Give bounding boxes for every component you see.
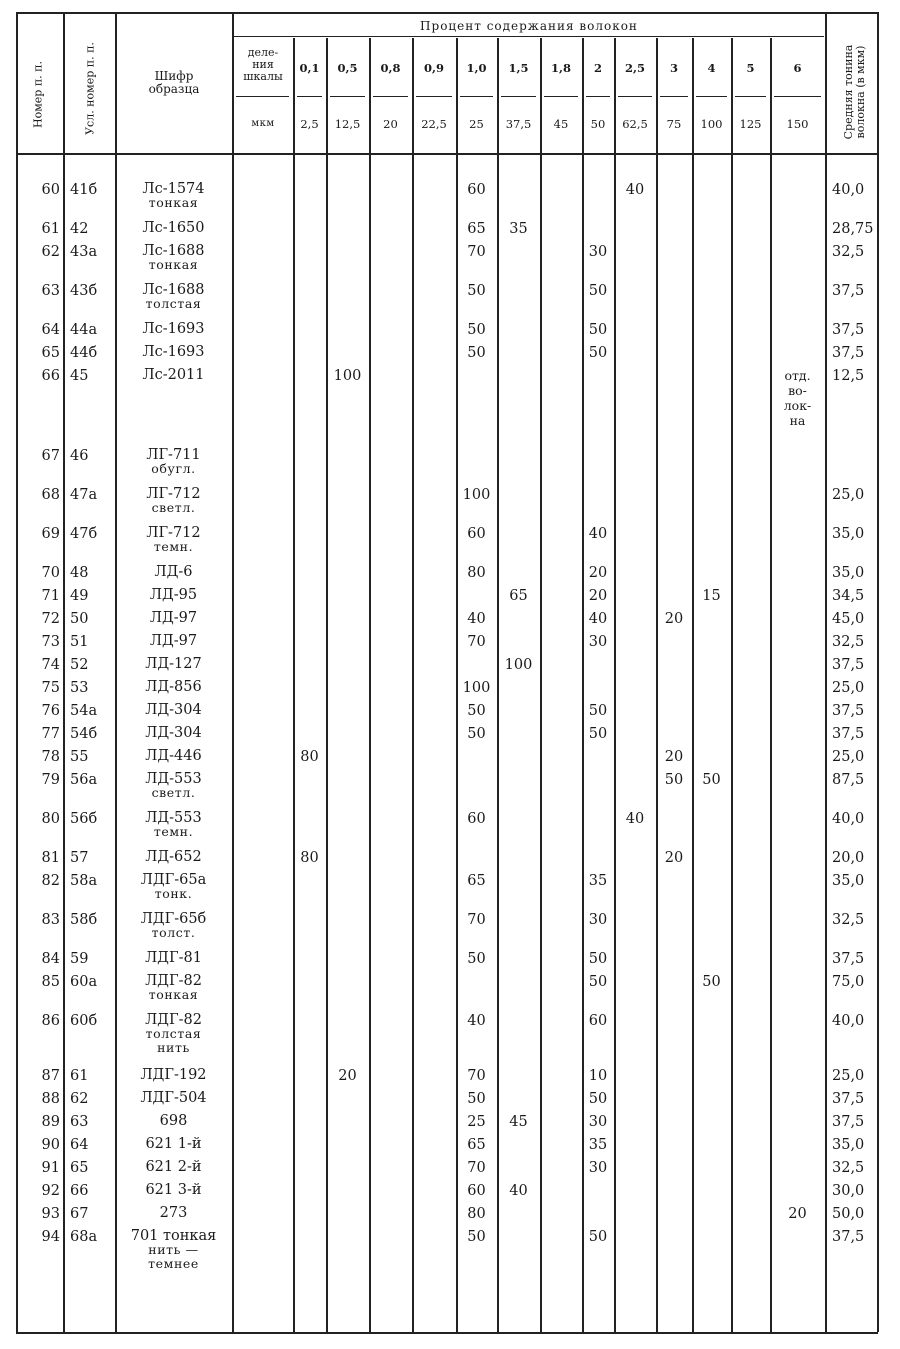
row-number: 87 bbox=[41, 1068, 60, 1084]
cond-number: 50 bbox=[70, 611, 89, 627]
group-underline bbox=[234, 36, 824, 37]
row-number: 63 bbox=[41, 283, 60, 299]
percent-cell: 50 bbox=[467, 345, 486, 361]
header-scale-label: деле- ния шкалы bbox=[243, 46, 283, 83]
column-rule bbox=[456, 38, 458, 1332]
percent-cell: 50 bbox=[588, 322, 608, 338]
cond-number: 66 bbox=[70, 1183, 89, 1199]
avg-fineness: 45,0 bbox=[832, 611, 865, 627]
header-bottom-rule bbox=[16, 153, 878, 155]
sample-code-note: толстая нить bbox=[145, 1026, 202, 1055]
row-number: 77 bbox=[41, 726, 60, 742]
percent-cell: 70 bbox=[467, 634, 486, 650]
percent-cell: 10 bbox=[588, 1068, 608, 1084]
sample-code-note: темн. bbox=[153, 539, 194, 554]
mkm-value-label: 62,5 bbox=[622, 117, 648, 131]
sample-code: ЛДГ-192 bbox=[140, 1067, 207, 1083]
cond-number: 51 bbox=[70, 634, 89, 650]
avg-fineness: 32,5 bbox=[832, 634, 865, 650]
cond-number: 59 bbox=[70, 951, 89, 967]
column-rule bbox=[115, 12, 117, 1332]
mkm-value-label: 22,5 bbox=[421, 117, 447, 131]
row-number: 92 bbox=[41, 1183, 60, 1199]
avg-fineness: 34,5 bbox=[832, 588, 865, 604]
column-rule bbox=[877, 12, 879, 1332]
percent-cell: 35 bbox=[588, 1137, 608, 1153]
percent-cell: 20 bbox=[588, 565, 608, 581]
header-row-number: Номер п. п. bbox=[31, 61, 45, 128]
sample-code-note: толст. bbox=[151, 925, 196, 940]
scale-division-label: 0,8 bbox=[380, 61, 401, 75]
mkm-value-label: 150 bbox=[786, 117, 809, 131]
cond-number: 67 bbox=[70, 1206, 89, 1222]
avg-fineness: 35,0 bbox=[832, 1137, 865, 1153]
percent-cell: 50 bbox=[467, 283, 486, 299]
row-number: 64 bbox=[41, 322, 60, 338]
percent-cell: 50 bbox=[467, 322, 486, 338]
avg-fineness: 37,5 bbox=[832, 283, 865, 299]
percent-cell: 50 bbox=[467, 1229, 486, 1245]
percent-cell: 50 bbox=[467, 951, 486, 967]
sample-code: 273 bbox=[159, 1205, 188, 1221]
percent-cell: 60 bbox=[467, 811, 486, 827]
percent-cell: 30 bbox=[588, 912, 608, 928]
scale-divider bbox=[330, 96, 365, 97]
sample-code-note: темн. bbox=[153, 824, 194, 839]
row-number: 67 bbox=[41, 448, 60, 464]
percent-cell: 40 bbox=[625, 182, 645, 198]
mkm-value-label: 125 bbox=[739, 117, 762, 131]
cond-number: 52 bbox=[70, 657, 89, 673]
avg-fineness: 12,5 bbox=[832, 368, 865, 384]
sample-code: Лс-1693 bbox=[142, 344, 205, 360]
cond-number: 60а bbox=[70, 974, 98, 990]
avg-fineness: 75,0 bbox=[832, 974, 865, 990]
scale-division-label: 3 bbox=[669, 61, 678, 75]
column-rule bbox=[326, 38, 328, 1332]
percent-cell: 60 bbox=[467, 526, 486, 542]
sample-code: Лс-1688 толстая bbox=[115, 283, 232, 311]
avg-fineness: 32,5 bbox=[832, 912, 865, 928]
row-number: 66 bbox=[41, 368, 60, 384]
percent-cell: 50 bbox=[467, 1091, 486, 1107]
column-rule bbox=[63, 12, 65, 1332]
avg-fineness: 35,0 bbox=[832, 565, 865, 581]
row-number: 74 bbox=[41, 657, 60, 673]
cond-number: 65 bbox=[70, 1160, 89, 1176]
avg-fineness: 37,5 bbox=[832, 322, 865, 338]
scale-division-label: 1,0 bbox=[466, 61, 487, 75]
scale-divider bbox=[236, 96, 289, 97]
cond-number: 63 bbox=[70, 1114, 89, 1130]
scale-divider bbox=[660, 96, 688, 97]
cond-number: 55 bbox=[70, 749, 89, 765]
percent-cell: 60 bbox=[467, 182, 486, 198]
avg-fineness: 40,0 bbox=[832, 811, 865, 827]
avg-fineness: 50,0 bbox=[832, 1206, 865, 1222]
cond-number: 44а bbox=[70, 322, 98, 338]
cond-number: 60б bbox=[70, 1013, 98, 1029]
column-rule bbox=[731, 38, 733, 1332]
sample-code-note: толстая bbox=[145, 296, 202, 311]
scale-divider bbox=[544, 96, 578, 97]
cond-number: 47а bbox=[70, 487, 98, 503]
avg-fineness: 40,0 bbox=[832, 182, 865, 198]
cond-number: 43а bbox=[70, 244, 98, 260]
percent-cell: 70 bbox=[467, 1160, 486, 1176]
avg-fineness: 30,0 bbox=[832, 1183, 865, 1199]
percent-cell: 40 bbox=[467, 611, 486, 627]
avg-fineness: 37,5 bbox=[832, 726, 865, 742]
column-rule bbox=[540, 38, 542, 1332]
mkm-value-label: 37,5 bbox=[505, 117, 532, 131]
scale-division-label: 4 bbox=[707, 61, 716, 75]
mkm-value-label: 2,5 bbox=[300, 117, 319, 131]
percent-cell: 100 bbox=[504, 657, 533, 673]
avg-fineness: 37,5 bbox=[832, 345, 865, 361]
mkm-value-label: 75 bbox=[666, 117, 682, 131]
avg-fineness: 25,0 bbox=[832, 1068, 865, 1084]
sample-code: ЛДГ-82 толстая нить bbox=[115, 1013, 232, 1055]
percent-cell: 80 bbox=[467, 1206, 486, 1222]
percent-cell: 25 bbox=[467, 1114, 486, 1130]
row-number: 86 bbox=[41, 1013, 60, 1029]
avg-fineness: 35,0 bbox=[832, 873, 865, 889]
sample-code: ЛДГ-504 bbox=[140, 1090, 207, 1106]
row-number: 71 bbox=[41, 588, 60, 604]
percent-cell: отд. во- лок- на bbox=[783, 368, 812, 428]
avg-fineness: 28,75 bbox=[832, 221, 874, 237]
sample-code: ЛД-6 bbox=[154, 564, 193, 580]
percent-cell: 80 bbox=[467, 565, 486, 581]
scale-divider bbox=[696, 96, 727, 97]
scale-division-label: 1,8 bbox=[550, 61, 571, 75]
table-bottom-rule bbox=[16, 1332, 878, 1334]
percent-cell: 80 bbox=[300, 850, 319, 866]
percent-cell: 60 bbox=[467, 1183, 486, 1199]
cond-number: 57 bbox=[70, 850, 89, 866]
row-number: 73 bbox=[41, 634, 60, 650]
scale-divider bbox=[618, 96, 652, 97]
column-rule bbox=[16, 12, 18, 1332]
avg-fineness: 25,0 bbox=[832, 487, 865, 503]
percent-cell: 50 bbox=[588, 1229, 608, 1245]
sample-code-note: тонкая bbox=[148, 257, 199, 272]
avg-fineness: 32,5 bbox=[832, 244, 865, 260]
avg-fineness: 35,0 bbox=[832, 526, 865, 542]
mkm-value-label: 20 bbox=[383, 117, 398, 131]
sample-code-note: тонкая bbox=[148, 987, 199, 1002]
column-rule bbox=[825, 12, 827, 1332]
avg-fineness: 87,5 bbox=[832, 772, 865, 788]
avg-fineness: 37,5 bbox=[832, 1114, 865, 1130]
sample-code: ЛД-304 bbox=[145, 725, 202, 741]
cond-number: 48 bbox=[70, 565, 89, 581]
cond-number: 43б bbox=[70, 283, 98, 299]
avg-fineness: 37,5 bbox=[832, 703, 865, 719]
cond-number: 53 bbox=[70, 680, 89, 696]
scale-division-label: 1,5 bbox=[508, 61, 529, 75]
row-number: 68 bbox=[41, 487, 60, 503]
cond-number: 56а bbox=[70, 772, 98, 788]
sample-code: 698 bbox=[159, 1113, 188, 1129]
percent-cell: 50 bbox=[467, 726, 486, 742]
sample-code: Лс-1650 bbox=[142, 220, 205, 236]
percent-cell: 70 bbox=[467, 912, 486, 928]
row-number: 93 bbox=[41, 1206, 60, 1222]
percent-cell: 40 bbox=[467, 1013, 486, 1029]
percent-cell: 50 bbox=[588, 726, 608, 742]
header-avg-fineness: Средняя тонина волокна (в мкм) bbox=[842, 44, 867, 140]
cond-number: 61 bbox=[70, 1068, 89, 1084]
sample-code-note: светл. bbox=[151, 785, 196, 800]
mkm-value-label: 25 bbox=[469, 117, 484, 131]
row-number: 76 bbox=[41, 703, 60, 719]
sample-code-note: светл. bbox=[151, 500, 196, 515]
row-number: 72 bbox=[41, 611, 60, 627]
scale-divider bbox=[735, 96, 766, 97]
percent-cell: 20 bbox=[338, 1068, 357, 1084]
percent-cell: 50 bbox=[588, 974, 608, 990]
sample-code: Лс-1574 тонкая bbox=[115, 182, 232, 210]
percent-cell: 65 bbox=[509, 588, 528, 604]
scale-division-label: 2,5 bbox=[624, 61, 645, 75]
column-rule bbox=[293, 38, 295, 1332]
sample-code: 701 тонкая нить — темнее bbox=[115, 1229, 232, 1271]
sample-code-note: нить — темнее bbox=[148, 1242, 199, 1271]
percent-cell: 65 bbox=[467, 221, 486, 237]
row-number: 83 bbox=[41, 912, 60, 928]
sample-code: ЛГ-712 темн. bbox=[115, 526, 232, 554]
avg-fineness: 37,5 bbox=[832, 951, 865, 967]
header-sample-code: Шифр образца bbox=[148, 69, 200, 96]
cond-number: 49 bbox=[70, 588, 89, 604]
cond-number: 62 bbox=[70, 1091, 89, 1107]
percent-cell: 30 bbox=[588, 244, 608, 260]
percent-cell: 30 bbox=[588, 1114, 608, 1130]
percent-cell: 50 bbox=[702, 772, 721, 788]
avg-fineness: 37,5 bbox=[832, 1229, 865, 1245]
sample-code: Лс-1688 тонкая bbox=[115, 244, 232, 272]
percent-cell: 65 bbox=[467, 873, 486, 889]
avg-fineness: 20,0 bbox=[832, 850, 865, 866]
cond-number: 68а bbox=[70, 1229, 98, 1245]
sample-code: Лс-1693 bbox=[142, 321, 205, 337]
table-top-rule bbox=[16, 12, 878, 14]
percent-cell: 15 bbox=[702, 588, 721, 604]
sample-code: ЛД-127 bbox=[145, 656, 202, 672]
percent-cell: 70 bbox=[467, 1068, 486, 1084]
row-number: 85 bbox=[41, 974, 60, 990]
scale-divider bbox=[586, 96, 610, 97]
sample-code: 621 1-й bbox=[145, 1136, 202, 1152]
percent-cell: 35 bbox=[509, 221, 528, 237]
percent-cell: 50 bbox=[588, 951, 608, 967]
percent-cell: 70 bbox=[467, 244, 486, 260]
percent-cell: 40 bbox=[588, 611, 608, 627]
sample-code-note: тонк. bbox=[154, 886, 193, 901]
scale-division-label: 0,5 bbox=[337, 61, 358, 75]
avg-fineness: 25,0 bbox=[832, 749, 865, 765]
avg-fineness: 32,5 bbox=[832, 1160, 865, 1176]
column-rule bbox=[497, 38, 499, 1332]
cond-number: 64 bbox=[70, 1137, 89, 1153]
sample-code: ЛДГ-81 bbox=[145, 950, 202, 966]
percent-cell: 100 bbox=[333, 368, 362, 384]
percent-cell: 40 bbox=[588, 526, 608, 542]
scale-divider bbox=[416, 96, 452, 97]
sample-code: ЛД-652 bbox=[145, 849, 202, 865]
percent-cell: 40 bbox=[625, 811, 645, 827]
row-number: 70 bbox=[41, 565, 60, 581]
sample-code: ЛД-856 bbox=[145, 679, 202, 695]
column-rule bbox=[692, 38, 694, 1332]
percent-cell: 40 bbox=[509, 1183, 528, 1199]
column-rule bbox=[582, 38, 584, 1332]
percent-cell: 30 bbox=[588, 634, 608, 650]
scale-division-label: 2 bbox=[593, 61, 602, 75]
cond-number: 41б bbox=[70, 182, 98, 198]
avg-fineness: 25,0 bbox=[832, 680, 865, 696]
avg-fineness: 37,5 bbox=[832, 1091, 865, 1107]
row-number: 90 bbox=[41, 1137, 60, 1153]
percent-cell: 65 bbox=[467, 1137, 486, 1153]
sample-code: 621 2-й bbox=[145, 1159, 202, 1175]
row-number: 79 bbox=[41, 772, 60, 788]
sample-code: ЛДГ-65а тонк. bbox=[115, 873, 232, 901]
cond-number: 58а bbox=[70, 873, 98, 889]
avg-fineness: 40,0 bbox=[832, 1013, 865, 1029]
percent-cell: 20 bbox=[788, 1206, 807, 1222]
scale-divider bbox=[501, 96, 536, 97]
sample-code: ЛД-553 темн. bbox=[115, 811, 232, 839]
row-number: 69 bbox=[41, 526, 60, 542]
column-rule bbox=[412, 38, 414, 1332]
row-number: 80 bbox=[41, 811, 60, 827]
row-number: 82 bbox=[41, 873, 60, 889]
scale-divider bbox=[460, 96, 493, 97]
row-number: 89 bbox=[41, 1114, 60, 1130]
cond-number: 56б bbox=[70, 811, 98, 827]
row-number: 75 bbox=[41, 680, 60, 696]
scale-division-label: 0,1 bbox=[299, 61, 320, 75]
cond-number: 54а bbox=[70, 703, 98, 719]
sample-code: ЛГ-711 обугл. bbox=[115, 448, 232, 476]
row-number: 91 bbox=[41, 1160, 60, 1176]
scale-division-label: 6 bbox=[793, 61, 802, 75]
sample-code: ЛД-97 bbox=[149, 610, 198, 626]
percent-cell: 80 bbox=[300, 749, 319, 765]
header-cond-number: Усл. номер п. п. bbox=[83, 42, 97, 135]
sample-code: ЛДГ-82 тонкая bbox=[115, 974, 232, 1002]
mkm-value-label: 45 bbox=[553, 117, 569, 131]
scale-divider bbox=[297, 96, 322, 97]
percent-cell: 60 bbox=[588, 1013, 608, 1029]
row-number: 88 bbox=[41, 1091, 60, 1107]
cond-number: 44б bbox=[70, 345, 98, 361]
row-number: 94 bbox=[41, 1229, 60, 1245]
row-number: 84 bbox=[41, 951, 60, 967]
scale-division-label: 5 bbox=[746, 61, 755, 75]
mkm-value-label: 100 bbox=[700, 117, 723, 131]
percent-cell: 100 bbox=[462, 487, 491, 503]
sample-code: ЛД-446 bbox=[145, 748, 202, 764]
percent-cell: 50 bbox=[588, 283, 608, 299]
mkm-value-label: 12,5 bbox=[334, 117, 361, 131]
percent-cell: 50 bbox=[588, 345, 608, 361]
sample-code-note: обугл. bbox=[151, 461, 196, 476]
row-number: 62 bbox=[41, 244, 60, 260]
cond-number: 47б bbox=[70, 526, 98, 542]
sample-code-note: тонкая bbox=[148, 195, 199, 210]
percent-cell: 20 bbox=[664, 611, 684, 627]
column-rule bbox=[656, 38, 658, 1332]
percent-cell: 50 bbox=[664, 772, 684, 788]
percent-cell: 20 bbox=[664, 850, 684, 866]
percent-cell: 50 bbox=[702, 974, 721, 990]
cond-number: 46 bbox=[70, 448, 89, 464]
cond-number: 54б bbox=[70, 726, 98, 742]
sample-code: ЛД-95 bbox=[149, 587, 198, 603]
scale-divider bbox=[373, 96, 408, 97]
mkm-value-label: 50 bbox=[590, 117, 606, 131]
cond-number: 42 bbox=[70, 221, 89, 237]
percent-cell: 30 bbox=[588, 1160, 608, 1176]
percent-cell: 50 bbox=[588, 703, 608, 719]
cond-number: 45 bbox=[70, 368, 89, 384]
sample-code: 621 3-й bbox=[145, 1182, 202, 1198]
sample-code: ЛД-553 светл. bbox=[115, 772, 232, 800]
row-number: 65 bbox=[41, 345, 60, 361]
row-number: 61 bbox=[41, 221, 60, 237]
row-number: 81 bbox=[41, 850, 60, 866]
percent-cell: 50 bbox=[467, 703, 486, 719]
row-number: 60 bbox=[41, 182, 60, 198]
column-rule bbox=[614, 38, 616, 1332]
sample-code: ЛГ-712 светл. bbox=[115, 487, 232, 515]
percent-cell: 100 bbox=[462, 680, 491, 696]
scale-divider bbox=[774, 96, 821, 97]
percent-cell: 20 bbox=[588, 588, 608, 604]
column-rule bbox=[369, 38, 371, 1332]
column-rule bbox=[770, 38, 772, 1332]
sample-code: Лс-2011 bbox=[142, 367, 205, 383]
percent-cell: 50 bbox=[588, 1091, 608, 1107]
row-number: 78 bbox=[41, 749, 60, 765]
sample-code: ЛД-304 bbox=[145, 702, 202, 718]
cond-number: 58б bbox=[70, 912, 98, 928]
scale-division-label: 0,9 bbox=[423, 61, 444, 75]
percent-cell: 45 bbox=[509, 1114, 528, 1130]
percent-cell: 35 bbox=[588, 873, 608, 889]
percent-cell: 20 bbox=[664, 749, 684, 765]
column-rule bbox=[232, 12, 234, 1332]
sample-code: ЛДГ-65б толст. bbox=[115, 912, 232, 940]
sample-code: ЛД-97 bbox=[149, 633, 198, 649]
avg-fineness: 37,5 bbox=[832, 657, 865, 673]
header-percent-group: Процент содержания волокон bbox=[420, 19, 638, 33]
header-mkm-label: мкм bbox=[251, 118, 275, 129]
